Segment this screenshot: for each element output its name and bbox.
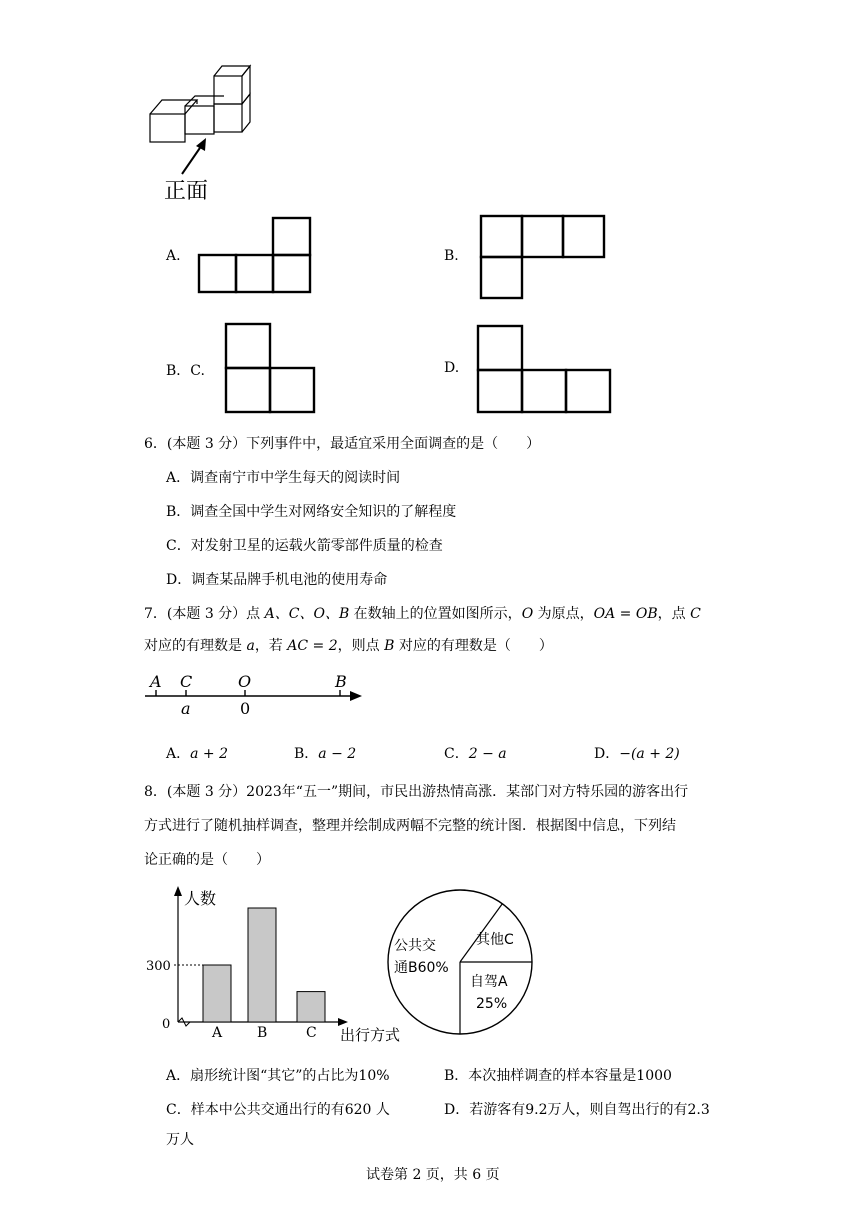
- front-label: 正面: [164, 179, 209, 204]
- y-axis-label: 人数: [184, 889, 217, 908]
- q6-option-b: B．调查全国中学生对网络安全知识的了解程度: [166, 504, 457, 520]
- q7-stem-line2: 对应的有理数是 a，若 AC = 2，则点 B 对应的有理数是（ ）: [144, 638, 553, 654]
- axis-label-o: O: [238, 672, 252, 691]
- axis-under-c: a: [181, 699, 191, 718]
- fig-option-c-label: B．C.: [166, 363, 205, 379]
- y-axis-arrow: [174, 886, 182, 896]
- q7-option-c: C．2 − a: [444, 746, 507, 762]
- pie-chart: [380, 884, 540, 1044]
- axis-under-o: 0: [240, 699, 251, 718]
- axis-label-b: B: [335, 672, 347, 691]
- fig-option-b-label: B.: [444, 248, 459, 264]
- bar-a: [203, 965, 231, 1022]
- q7-option-d: D．−(a + 2): [594, 746, 680, 762]
- pie-label-c: 其他C: [476, 932, 514, 948]
- q6-stem: 6．(本题 3 分）下列事件中，最适宜采用全面调查的是（ ）: [144, 436, 541, 452]
- q8-option-b: B．本次抽样调查的样本容量是1000: [444, 1068, 672, 1084]
- y-tick-0: 0: [162, 1017, 171, 1032]
- q8-option-d: D．若游客有9.2万人，则自驾出行的有2.3: [444, 1102, 710, 1118]
- pie-label-a-line2: 25%: [476, 996, 508, 1012]
- q8-option-c: C．样本中公共交通出行的有620 人: [166, 1102, 390, 1118]
- pie-label-b-line1: 公共交: [394, 938, 436, 954]
- view-option-b: [480, 214, 606, 300]
- y-tick-300: 300: [146, 959, 171, 974]
- number-line: [140, 670, 370, 720]
- bar-c: [297, 992, 325, 1022]
- axis-label-a: A: [150, 672, 162, 691]
- q6-option-d: D．调查某品牌手机电池的使用寿命: [166, 572, 388, 588]
- q8-stem-line2: 方式进行了随机抽样调查，整理并绘制成两幅不完整的统计图．根据图中信息，下列结: [144, 818, 676, 834]
- view-option-d: [476, 324, 614, 414]
- x-tick-c: C: [306, 1025, 317, 1041]
- bar-chart: [140, 882, 400, 1052]
- x-tick-a: A: [212, 1025, 223, 1041]
- x-axis-arrow: [338, 1018, 348, 1026]
- q6-option-c: C．对发射卫星的运载火箭零部件质量的检查: [166, 538, 443, 554]
- x-tick-b: B: [257, 1025, 268, 1041]
- q6-option-a: A．调查南宁市中学生每天的阅读时间: [166, 470, 401, 486]
- bar-b: [248, 908, 276, 1022]
- q8-option-a: A．扇形统计图“其它”的占比为10%: [166, 1068, 390, 1084]
- axis-label-c: C: [180, 672, 193, 691]
- pie-label-b-line2: 通B60%: [394, 960, 449, 976]
- view-option-a: [198, 216, 312, 294]
- q7-option-b: B．a − 2: [294, 746, 357, 762]
- q8-stem-line1: 8．(本题 3 分）2023年“五一”期间，市民出游热情高涨．某部门对方特乐园的游客出行: [144, 784, 689, 800]
- page-footer: 试卷第 2 页，共 6 页: [366, 1167, 500, 1183]
- x-axis-label: 出行方式: [340, 1026, 401, 1044]
- q8-stem-line3: 论正确的是（ ）: [144, 852, 270, 868]
- fig-option-a-label: A.: [166, 248, 181, 264]
- q7-option-a: A．a + 2: [166, 746, 229, 762]
- q7-stem-line1: 7．(本题 3 分）点 A、C、O、B 在数轴上的位置如图所示，O 为原点，OA = OB，点 C: [144, 606, 701, 622]
- pie-label-a-line1: 自驾A: [470, 974, 508, 990]
- view-option-c: [224, 322, 318, 414]
- fig-option-d-label: D.: [444, 360, 460, 376]
- q8-option-d-cont: 万人: [166, 1132, 194, 1148]
